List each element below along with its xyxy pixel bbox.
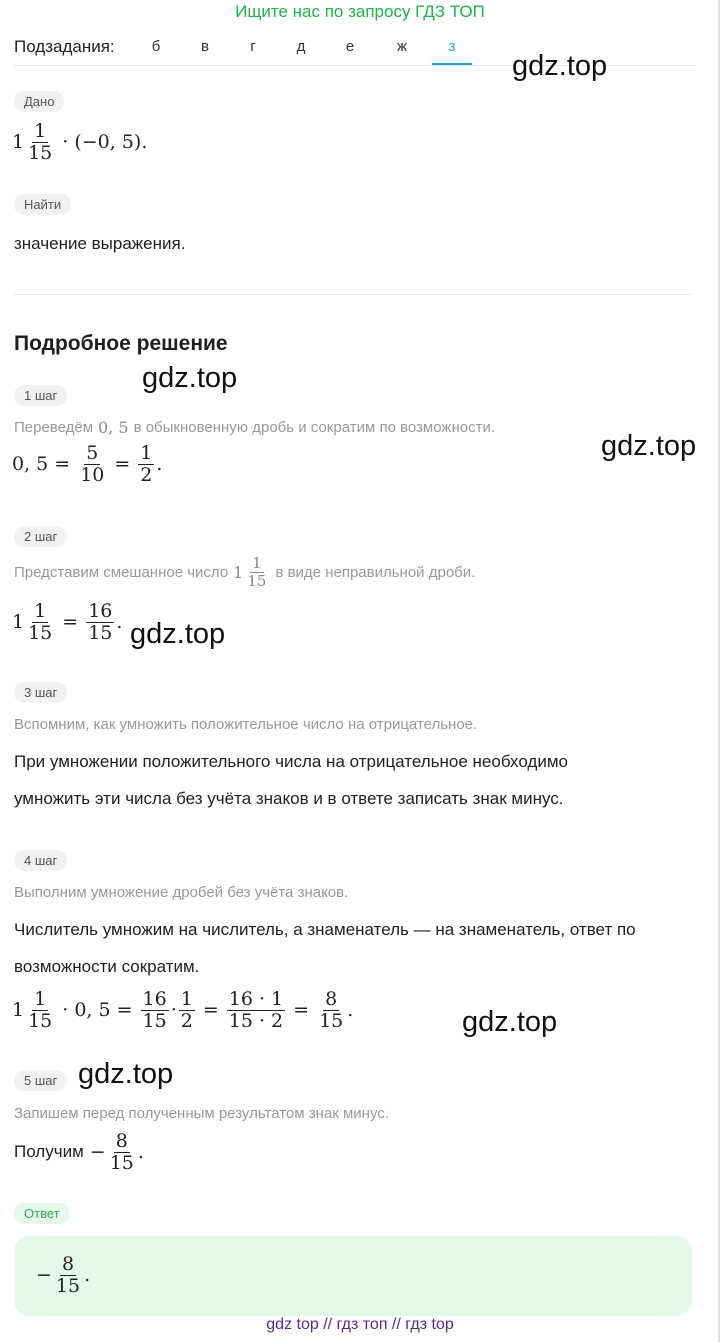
given-badge: Дано [14, 91, 64, 112]
step-3-text-line-2: умножить эти числа без учёта знаков и в ответе записать знак минус. [14, 789, 564, 808]
find-badge: Найти [14, 194, 71, 215]
step-2-hint: Представим смешанное число 1 $\frac{1}{15}$ в виде неправильной дроби. [14, 554, 476, 590]
step-2-badge: 2 шаг [14, 526, 67, 547]
tab-d[interactable]: д [296, 38, 306, 55]
tab-e[interactable]: е [345, 38, 355, 55]
step-3-hint: Вспомним, как умножить положительное число на отрицательное. [14, 716, 478, 733]
tab-g[interactable]: г [250, 38, 256, 55]
find-text: значение выражения. [14, 234, 186, 253]
step-5-hint: Запишем перед полученным результатом знак минус. [14, 1105, 389, 1122]
step-1-badge: 1 шаг [14, 385, 67, 406]
step-1-expression: 0, 5 = $\frac{5}{10}$ = $\frac{1}{2}$ . [12, 442, 163, 486]
step-4-expression: 1 $\frac{1}{15}$ · 0, 5 = $\frac{16}{15}$ · $\frac{1}{2}$ = $\frac{16 \cdot 1}{15 \cdot 2}$ = $\frac{8}{15}$ . [12, 988, 354, 1032]
watermark: gdz.top [462, 1006, 558, 1038]
step-1-hint: Переведём 0, 5 в обыкновенную дробь и сократим по возможности. [14, 418, 495, 437]
given-expression: 1 $\frac{1}{15}$ · (−0, 5). [12, 120, 148, 164]
watermark: gdz.top [78, 1058, 174, 1090]
step-2-expression: 1 $\frac{1}{15}$ = $\frac{16}{15}$ . [12, 600, 123, 644]
step-4-text-line-1: Числитель умножим на числитель, а знаменатель — на знаменатель, ответ по [14, 920, 636, 939]
step-3-badge: 3 шаг [14, 682, 67, 703]
step-5-result: Получим − $\frac{8}{15}$ . [14, 1130, 144, 1174]
step-5-badge: 5 шаг [14, 1070, 67, 1091]
answer-value: − $\frac{8}{15}$ . [36, 1253, 91, 1297]
solution-title: Подробное решение [14, 332, 228, 355]
step-4-text-line-2: возможности сократим. [14, 957, 200, 976]
watermark: gdz.top [130, 618, 226, 650]
tab-z[interactable]: з [448, 38, 456, 55]
tab-v[interactable]: в [201, 38, 209, 55]
tab-zh[interactable]: ж [396, 38, 408, 55]
footer-links[interactable]: gdz top // гдз топ // гдз top [266, 1316, 454, 1333]
search-banner: Ищите нас по запросу ГДЗ ТОП [235, 2, 485, 21]
watermark: gdz.top [512, 50, 608, 82]
section-divider [14, 294, 694, 295]
answer-box [14, 1236, 692, 1316]
step-4-hint: Выполним умножение дробей без учёта знаков. [14, 884, 349, 901]
answer-badge: Ответ [14, 1203, 70, 1224]
watermark: gdz.top [601, 430, 697, 462]
watermark: gdz.top [142, 362, 238, 394]
subtasks-label: Подзадания: [14, 37, 115, 56]
step-4-badge: 4 шаг [14, 850, 67, 871]
tab-b[interactable]: б [151, 38, 161, 55]
step-3-text-line-1: При умножении положительного числа на отрицательное необходимо [14, 752, 568, 771]
